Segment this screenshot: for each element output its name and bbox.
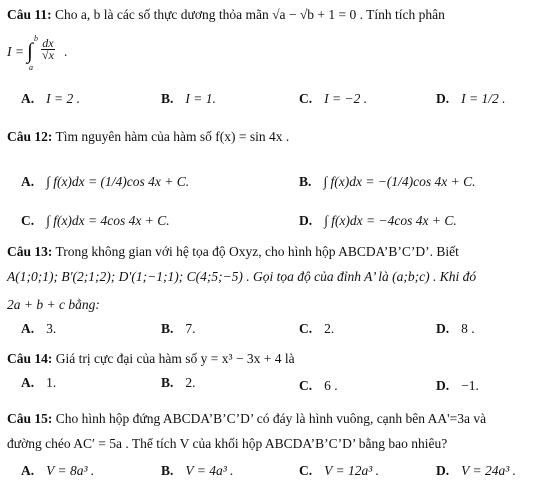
option-d[interactable]: [436, 461, 516, 481]
question-13-line3: [7, 296, 545, 313]
integral-expression: [7, 32, 127, 74]
question-15-line2: [7, 435, 545, 452]
question-text-line2: A(1;0;1); B′(2;1;2); D′(1;−1;1); C(4;5;−5) . Gọi tọa độ của đỉnh A’ là (a;b;c) . Khi đó: [7, 269, 477, 284]
option-text: ∫ f(x)dx = 4cos 4x + C.: [46, 213, 170, 228]
option-d[interactable]: [436, 89, 505, 109]
question-label: Câu 13:: [7, 244, 53, 259]
option-text: I = −2 .: [324, 91, 368, 106]
options-q15: [0, 461, 551, 481]
option-letter: B.: [161, 321, 174, 336]
integrand-denominator: √x: [42, 48, 54, 62]
option-letter: A.: [21, 321, 35, 336]
option-b[interactable]: [161, 461, 234, 481]
option-letter: B.: [161, 463, 174, 478]
integrand-numerator: dx: [42, 36, 54, 50]
option-text: ∫ f(x)dx = (1/4)cos 4x + C.: [46, 174, 190, 189]
question-text-line1: Trong không gian với hệ tọa độ Oxyz, cho hình hộp ABCDA’B’C’D’. Biết: [55, 244, 459, 259]
option-text: 7.: [185, 321, 196, 336]
question-15: [7, 410, 545, 427]
option-letter: A.: [21, 463, 35, 478]
option-b[interactable]: [299, 172, 476, 192]
option-a[interactable]: [21, 319, 56, 339]
option-text: 6 .: [324, 378, 338, 393]
option-b[interactable]: [161, 89, 216, 109]
question-13: [7, 243, 545, 260]
option-a[interactable]: [21, 89, 80, 109]
question-label: Câu 14:: [7, 351, 53, 366]
option-b[interactable]: [161, 373, 196, 393]
question-12: [7, 128, 545, 145]
option-text: V = 8a³ .: [46, 463, 95, 478]
option-letter: B.: [161, 91, 174, 106]
option-d[interactable]: [299, 211, 457, 231]
question-label: Câu 15:: [7, 411, 53, 426]
options-q12-row2: [0, 211, 551, 231]
option-letter: A.: [21, 174, 35, 189]
option-c[interactable]: [299, 89, 367, 109]
option-letter: B.: [299, 174, 312, 189]
option-a[interactable]: [21, 172, 189, 192]
question-11: [7, 6, 545, 23]
option-letter: A.: [21, 91, 35, 106]
option-text: V = 12a³ .: [324, 463, 380, 478]
option-letter: D.: [436, 321, 450, 336]
question-text-line2: đường chéo AC′ = 5a . Thể tích V của khối hộp ABCDA’B’C’D’ bằng bao nhiêu?: [7, 436, 448, 451]
option-text: 2.: [185, 375, 196, 390]
option-letter: C.: [21, 213, 35, 228]
option-text: 1.: [46, 375, 57, 390]
question-label: Câu 12:: [7, 129, 53, 144]
option-d[interactable]: [436, 376, 479, 396]
option-c[interactable]: [299, 461, 379, 481]
question-text: Giá trị cực đại của hàm số y = x³ − 3x + 4 là: [55, 351, 295, 366]
question-text-line1: Cho hình hộp đứng ABCDA’B’C’D’ có đáy là hình vuông, cạnh bên AA'=3a và: [55, 411, 487, 426]
integrand-fraction: [41, 38, 55, 61]
option-text: V = 4a³ .: [185, 463, 234, 478]
option-text: −1.: [461, 378, 479, 393]
option-letter: D.: [436, 378, 450, 393]
option-letter: D.: [299, 213, 313, 228]
options-q11: [0, 89, 551, 109]
option-letter: C.: [299, 463, 313, 478]
integral-upper-limit: b: [34, 34, 38, 43]
question-text: Tìm nguyên hàm của hàm số f(x) = sin 4x .: [55, 129, 290, 144]
option-text: I = 2 .: [46, 91, 80, 106]
question-text: Cho a, b là các số thực dương thỏa mãn √a − √b + 1 = 0 . Tính tích phân: [55, 7, 445, 22]
options-q13: [0, 319, 551, 339]
question-13-line2: [7, 268, 545, 285]
option-text: I = 1/2 .: [461, 91, 506, 106]
integral-tail: .: [64, 44, 68, 59]
option-c[interactable]: [21, 211, 170, 231]
integral-lower-limit: a: [29, 63, 33, 72]
option-letter: B.: [161, 375, 174, 390]
option-a[interactable]: [21, 461, 94, 481]
option-c[interactable]: [299, 376, 338, 396]
options-q12-row1: [0, 172, 551, 192]
options-q14: [0, 373, 551, 393]
option-text: ∫ f(x)dx = −(1/4)cos 4x + C.: [323, 174, 476, 189]
option-letter: D.: [436, 91, 450, 106]
option-text: V = 24a³ .: [461, 463, 517, 478]
integral-sign: ∫: [27, 38, 34, 63]
option-text: I = 1.: [185, 91, 216, 106]
option-text: ∫ f(x)dx = −4cos 4x + C.: [324, 213, 457, 228]
question-14: [7, 350, 545, 367]
question-text-line3: 2a + b + c bằng:: [7, 297, 100, 312]
option-b[interactable]: [161, 319, 196, 339]
option-text: 2.: [324, 321, 335, 336]
option-a[interactable]: [21, 373, 56, 393]
option-letter: C.: [299, 321, 313, 336]
option-c[interactable]: [299, 319, 334, 339]
option-letter: C.: [299, 378, 313, 393]
option-letter: A.: [21, 375, 35, 390]
option-letter: D.: [436, 463, 450, 478]
option-d[interactable]: [436, 319, 475, 339]
question-label: Câu 11:: [7, 7, 52, 22]
option-text: 8 .: [461, 321, 475, 336]
option-text: 3.: [46, 321, 57, 336]
option-letter: C.: [299, 91, 313, 106]
integral-lhs: I =: [7, 44, 24, 59]
